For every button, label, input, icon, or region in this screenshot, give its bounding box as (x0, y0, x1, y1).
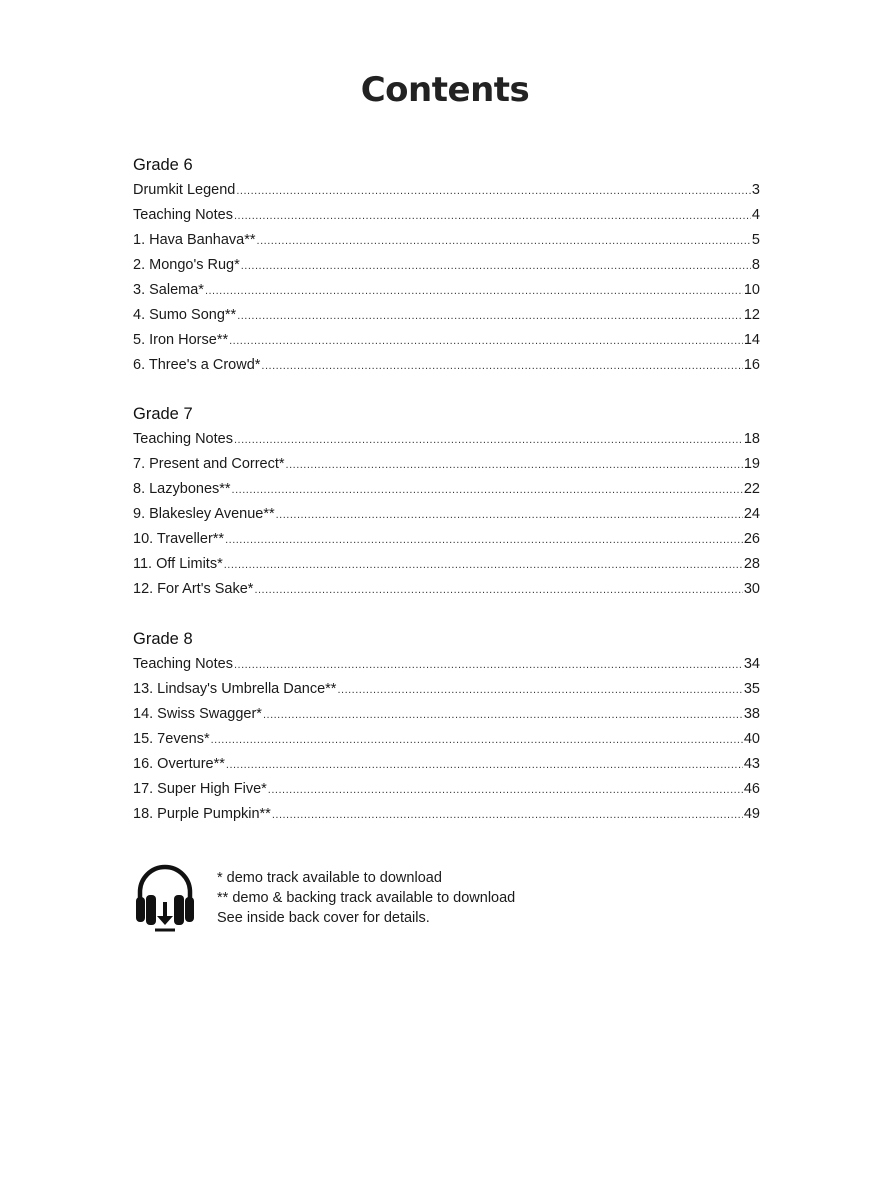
dot-leader (225, 528, 743, 553)
entry-title: Teaching Notes (133, 207, 233, 223)
entry-page: 16 (743, 357, 760, 373)
dot-leader (261, 354, 742, 379)
grade-8-section (133, 627, 760, 827)
dot-leader (224, 553, 743, 578)
dot-leader (205, 279, 743, 304)
entry-page: 30 (743, 581, 760, 597)
entry-title: Teaching Notes (133, 431, 233, 447)
dot-leader (257, 229, 751, 254)
toc-entry[interactable] (133, 577, 760, 602)
toc-entry[interactable] (133, 752, 760, 777)
dot-leader (276, 503, 743, 528)
dot-leader (254, 578, 742, 603)
entry-page: 24 (743, 506, 760, 522)
entry-title: 17. Super High Five* (133, 781, 267, 797)
toc-entry[interactable] (133, 303, 760, 328)
toc-entry[interactable] (133, 702, 760, 727)
toc-entry[interactable] (133, 552, 760, 577)
entry-page: 5 (751, 232, 760, 248)
toc-entry[interactable] (133, 727, 760, 752)
entry-page: 46 (743, 781, 760, 797)
dot-leader (237, 304, 743, 329)
dot-leader (337, 678, 742, 703)
entry-page: 35 (743, 681, 760, 697)
entry-page: 22 (743, 481, 760, 497)
dot-leader (234, 653, 743, 678)
toc-entry[interactable] (133, 203, 760, 228)
dot-leader (211, 728, 743, 753)
toc-entry[interactable] (133, 353, 760, 378)
grade-6-section (133, 153, 760, 378)
entry-page: 19 (743, 456, 760, 472)
entry-page: 40 (743, 731, 760, 747)
toc-entry[interactable] (133, 802, 760, 827)
download-legend (133, 860, 633, 940)
dot-leader (263, 703, 743, 728)
entry-title: 15. 7evens* (133, 731, 210, 747)
entry-title: 1. Hava Banhava** (133, 232, 256, 248)
entry-page: 34 (743, 656, 760, 672)
entry-title: 12. For Art's Sake* (133, 581, 254, 597)
entry-title: 16. Overture** (133, 756, 225, 772)
entry-page: 18 (743, 431, 760, 447)
toc-entry[interactable] (133, 278, 760, 303)
entry-title: 5. Iron Horse** (133, 332, 229, 348)
entry-title: Drumkit Legend (133, 182, 236, 198)
entry-page: 4 (751, 207, 760, 223)
headphones-download-icon (133, 860, 197, 934)
entry-page: 10 (743, 282, 760, 298)
dot-leader (234, 428, 743, 453)
entry-page: 49 (743, 806, 760, 822)
toc-entry[interactable] (133, 477, 760, 502)
toc-entry[interactable] (133, 178, 760, 203)
entry-page: 12 (743, 307, 760, 323)
dot-leader (226, 753, 743, 778)
entry-title: 4. Sumo Song** (133, 307, 237, 323)
page-title: Contents (360, 70, 530, 110)
entry-page: 26 (743, 531, 760, 547)
toc-entry[interactable] (133, 777, 760, 802)
entry-title: Teaching Notes (133, 656, 233, 672)
toc-entry[interactable] (133, 677, 760, 702)
legend-line: ** demo & backing track available to download (217, 890, 516, 906)
legend-line: * demo track available to download (217, 870, 442, 886)
entry-page: 28 (743, 556, 760, 572)
dot-leader (272, 803, 743, 828)
dot-leader (286, 453, 743, 478)
entry-page: 38 (743, 706, 760, 722)
entry-page: 3 (751, 182, 760, 198)
dot-leader (234, 204, 751, 229)
toc-entry[interactable] (133, 328, 760, 353)
toc-entry[interactable] (133, 427, 760, 452)
entry-title: 9. Blakesley Avenue** (133, 506, 275, 522)
toc-entry[interactable] (133, 228, 760, 253)
entry-title: 18. Purple Pumpkin** (133, 806, 271, 822)
entry-title: 8. Lazybones** (133, 481, 231, 497)
toc-entry[interactable] (133, 253, 760, 278)
entry-title: 2. Mongo's Rug* (133, 257, 240, 273)
dot-leader (236, 179, 751, 204)
dot-leader (232, 478, 743, 503)
entry-title: 7. Present and Correct* (133, 456, 285, 472)
entry-title: 3. Salema* (133, 282, 204, 298)
entry-page: 43 (743, 756, 760, 772)
toc-entry[interactable] (133, 527, 760, 552)
entry-title: 13. Lindsay's Umbrella Dance** (133, 681, 337, 697)
toc-entry[interactable] (133, 452, 760, 477)
entry-page: 8 (751, 257, 760, 273)
entry-title: 10. Traveller** (133, 531, 225, 547)
grade-heading: Grade 8 (133, 630, 193, 648)
dot-leader (241, 254, 751, 279)
dot-leader (268, 778, 743, 803)
grade-heading: Grade 6 (133, 156, 193, 174)
entry-page: 14 (743, 332, 760, 348)
dot-leader (229, 329, 743, 354)
grade-7-section (133, 402, 760, 602)
entry-title: 14. Swiss Swagger* (133, 706, 262, 722)
entry-title: 11. Off Limits* (133, 556, 223, 572)
toc-entry[interactable] (133, 502, 760, 527)
toc-entry[interactable] (133, 652, 760, 677)
legend-line: See inside back cover for details. (217, 910, 430, 926)
grade-heading: Grade 7 (133, 405, 193, 423)
entry-title: 6. Three's a Crowd* (133, 357, 261, 373)
